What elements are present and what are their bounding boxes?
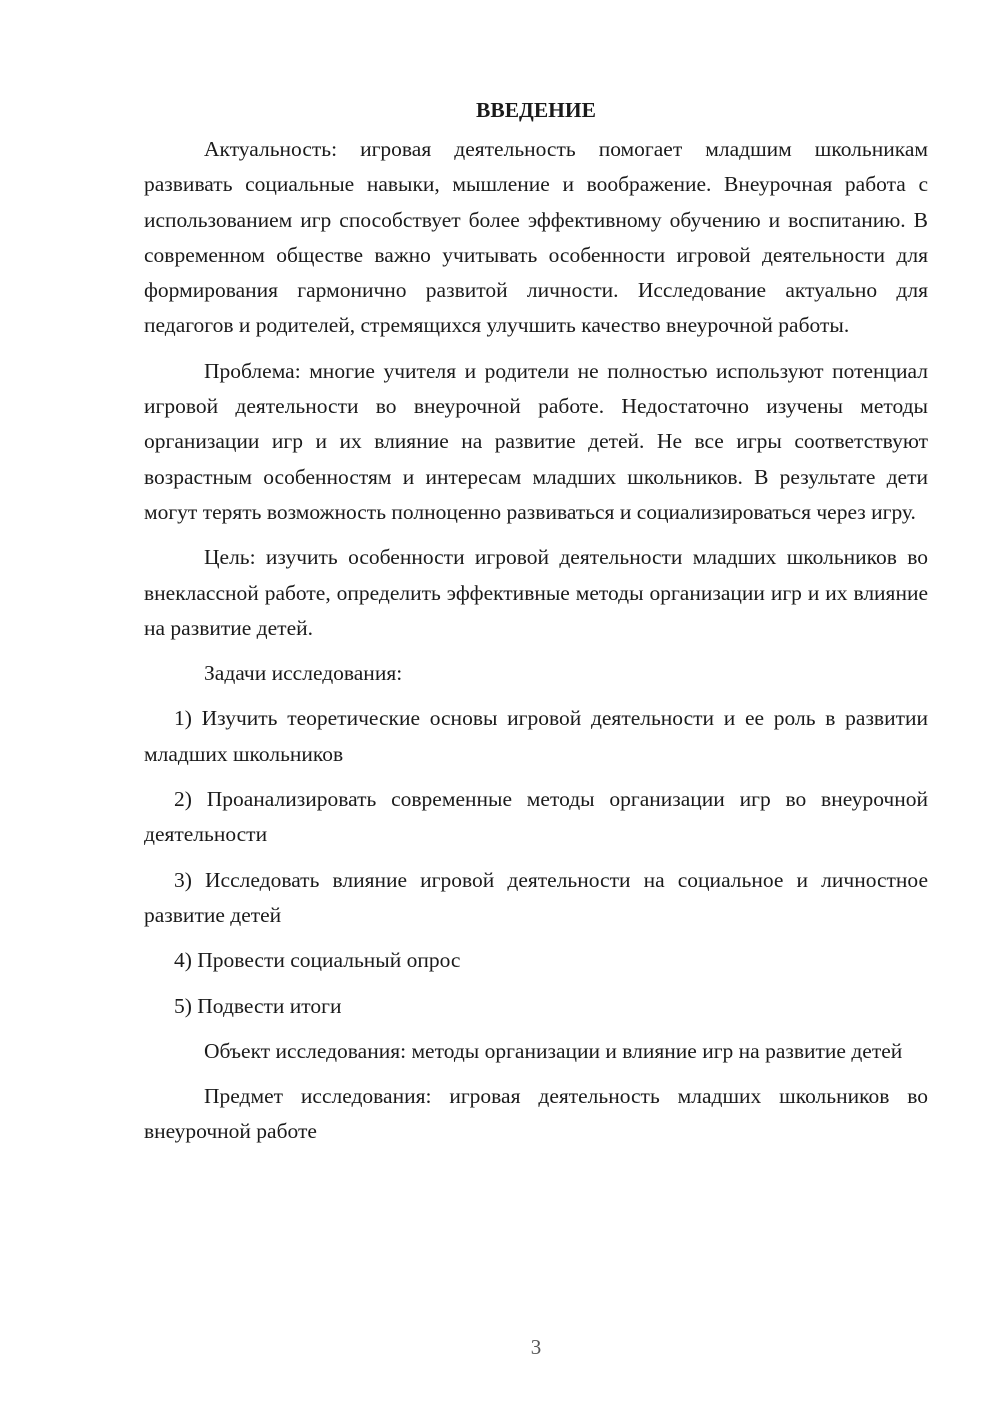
problem-paragraph: Проблема: многие учителя и родители не полностью используют потенциал игровой деятельности во внеурочной работе. Недостаточно изучены методы организации игр и их влияние на развитие детей. Не все игры соответствуют возрастным особенностям и интересам младших школьников. В результате дети могут терять возможность полноценно развиваться и социализироваться через игру.: [144, 358, 928, 524]
page-content: [144, 93, 928, 1150]
task-item: 4) Провести социальный опрос: [174, 948, 461, 973]
section-title: ВВЕДЕНИЕ: [476, 98, 596, 122]
task-item: 1) Изучить теоретические основы игровой деятельности и ее роль в развитии младших школьников: [144, 706, 928, 766]
task-item: 3) Исследовать влияние игровой деятельности на социальное и личностное развитие детей: [144, 867, 928, 927]
tasks-heading: Задачи исследования:: [204, 661, 403, 686]
page-number: 3: [530, 1335, 542, 1359]
object-paragraph: Объект исследования: методы организации и влияние игр на развитие детей: [204, 1038, 903, 1063]
task-item: 2) Проанализировать современные методы организации игр во внеурочной деятельности: [144, 787, 928, 847]
goal-paragraph: Цель: изучить особенности игровой деятельности младших школьников во внеклассной работе, определить эффективные методы организации игр и их влияние на развитие детей.: [144, 545, 928, 640]
relevance-paragraph: Актуальность: игровая деятельность помогает младшим школьникам развивать социальные навыки, мышление и воображение. Внеурочная работа с использованием игр способствует более эффективному обучению и воспитанию. В современном обществе важно учитывать особенности игровой деятельности для формирования гармонично развитой личности. Исследование актуально для педагогов и родителей, стремящихся улучшить качество внеурочной работы.: [144, 137, 928, 338]
subject-paragraph: Предмет исследования: игровая деятельность младших школьников во внеурочной работе: [144, 1084, 928, 1144]
task-item: 5) Подвести итоги: [174, 993, 342, 1018]
